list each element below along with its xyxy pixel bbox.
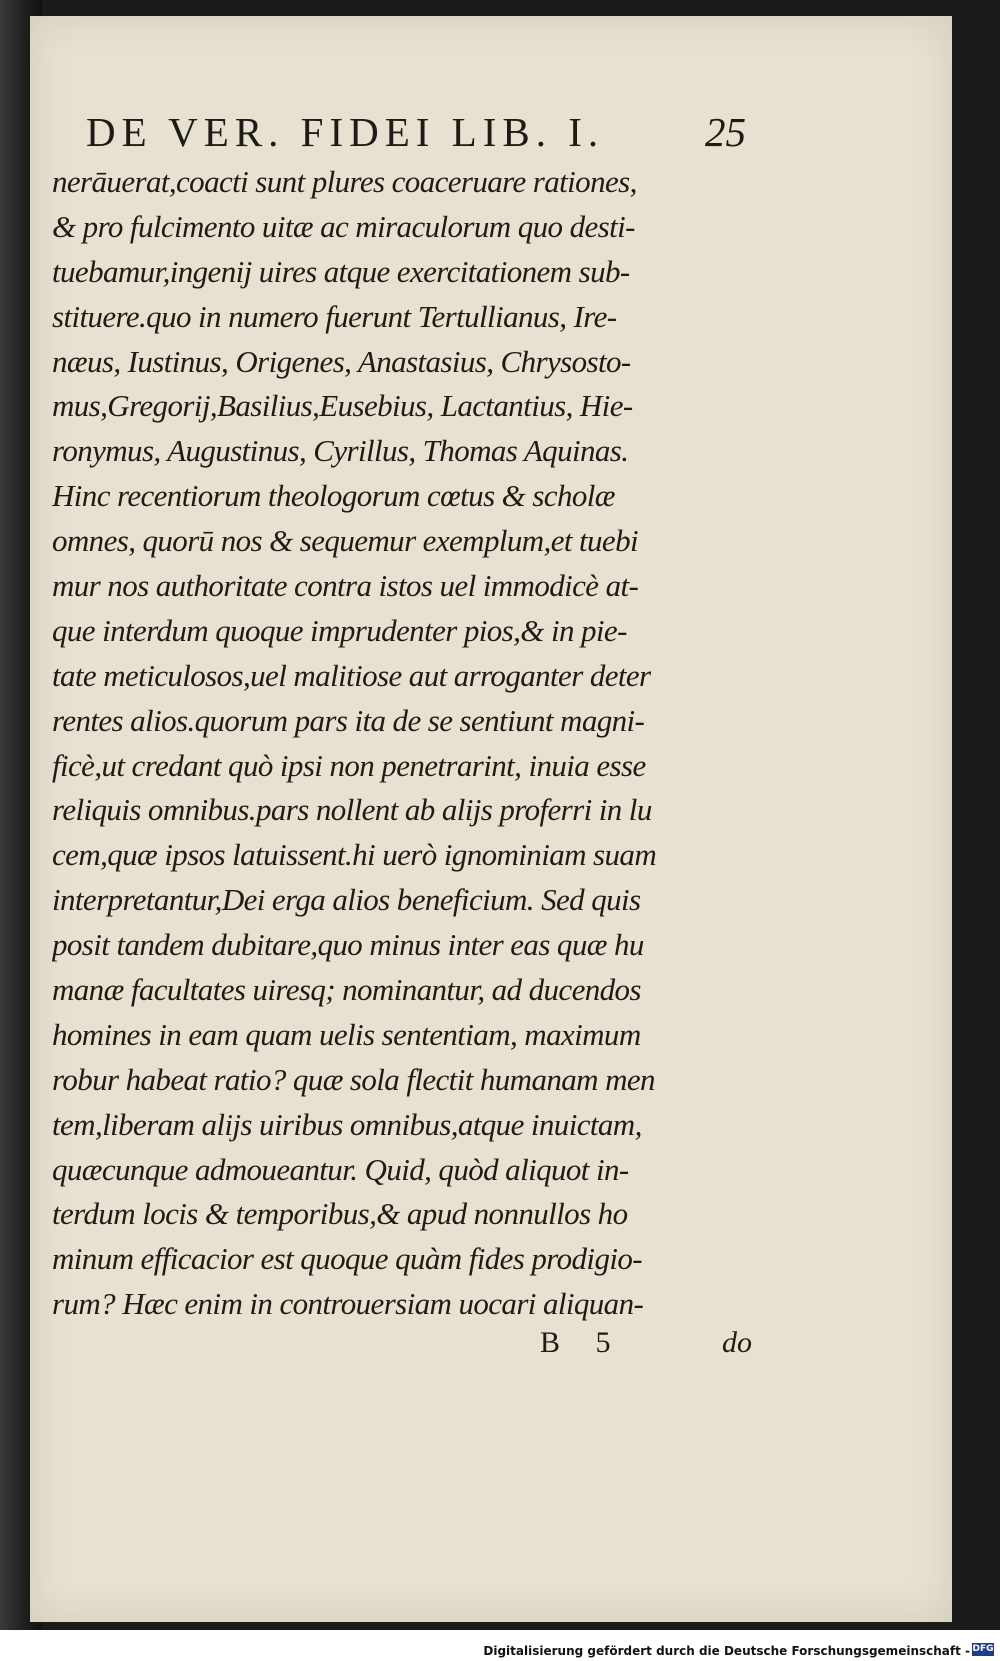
text-line: quæcunque admoueantur. Quid, quòd aliquot in- — [52, 1151, 629, 1187]
text-line: manæ facultates uiresq; nominantur, ad ducendos — [52, 972, 641, 1008]
text-line: mur nos authoritate contra istos uel immodicè at- — [52, 568, 639, 604]
text-line: mus,Gregorij,Basilius,Eusebius, Lactantius, Hie- — [52, 388, 633, 424]
text-line: omnes, quorū nos & sequemur exemplum,et tuebi — [52, 523, 639, 559]
text-line: ficè,ut credant quò ipsi non penetrarint, inuia esse — [52, 747, 646, 783]
body-text — [52, 160, 752, 1327]
page-number: 25 — [705, 109, 746, 155]
text-line: interpretantur,Dei erga alios beneficium. Sed quis — [52, 882, 641, 918]
text-line: rentes alios.quorum pars ita de se sentiunt magni- — [52, 702, 645, 738]
text-line: robur habeat ratio? quæ sola flectit humanam men — [52, 1061, 655, 1097]
text-line: stituere.quo in numero fuerunt Tertullianus, Ire- — [52, 298, 617, 334]
text-line: nerāuerat,coacti sunt plures coaceruare rationes, — [52, 164, 637, 199]
text-line: rum? Hæc enim in controuersiam uocari aliquan- — [52, 1286, 644, 1322]
footer-credit: Digitalisierung gefördert durch die Deutsche Forschungsgemeinschaft - — [483, 1644, 970, 1658]
running-header — [86, 108, 746, 156]
text-line: ronymus, Augustinus, Cyrillus, Thomas Aquinas. — [52, 433, 629, 469]
text-line: que interdum quoque imprudenter pios,& in pie- — [52, 612, 627, 648]
text-line: posit tandem dubitare,quo minus inter eas quæ hu — [52, 927, 644, 963]
running-title: DE VER. FIDEI LIB. I. — [86, 109, 605, 155]
text-line: minum efficacior est quoque quàm fides prodigio- — [52, 1241, 642, 1277]
text-line: & pro fulcimento uitæ ac miraculorum quo desti- — [52, 208, 635, 244]
text-line: næus, Iustinus, Origenes, Anastasius, Chrysosto- — [52, 343, 631, 379]
signature-line — [52, 1322, 752, 1366]
text-line: Hinc recentiorum theologorum cœtus & scholæ — [52, 478, 615, 514]
dfg-logo: DFG — [972, 1644, 994, 1654]
text-line: tuebamur,ingenij uires atque exercitationem sub- — [52, 253, 630, 289]
text-line: tate meticulosos,uel malitiose aut arroganter deter — [52, 657, 651, 693]
text-line: reliquis omnibus.pars nollent ab alijs proferri in lu — [52, 792, 652, 828]
signature-mark: B 5 — [540, 1326, 625, 1359]
text-line: terdum locis & temporibus,& apud nonnullos ho — [52, 1196, 628, 1232]
text-line: cem,quæ ipsos latuissent.hi uerò ignominiam suam — [52, 837, 657, 873]
text-line: homines in eam quam uelis sententiam, maximum — [52, 1016, 641, 1052]
catchword: do — [722, 1326, 752, 1359]
text-line: tem,liberam alijs uiribus omnibus,atque inuictam, — [52, 1106, 642, 1142]
